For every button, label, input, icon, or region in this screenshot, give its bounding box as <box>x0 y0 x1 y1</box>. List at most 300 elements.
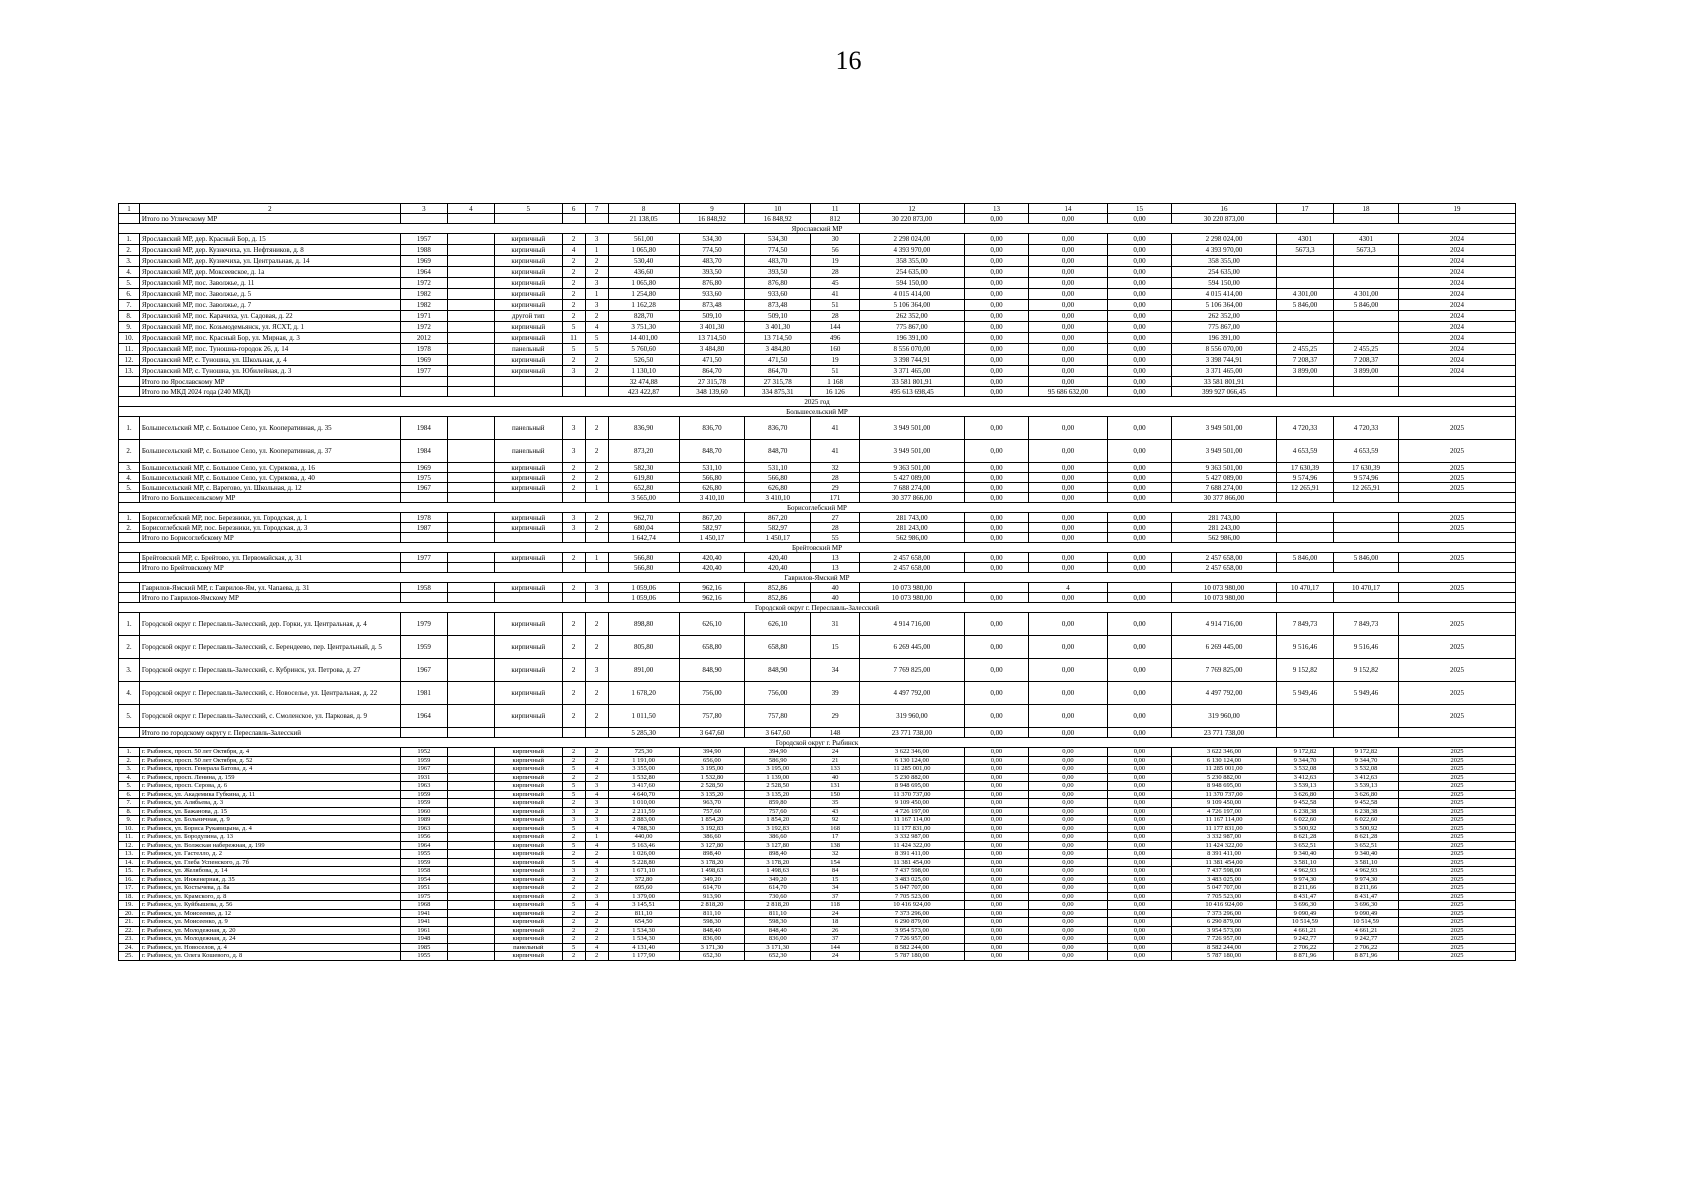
table-cell <box>447 935 494 944</box>
table-cell: 7 688 274,00 <box>1172 483 1276 493</box>
table-cell: кирпичный <box>494 705 562 728</box>
table-cell: 32 474,88 <box>608 377 679 387</box>
table-cell: кирпичный <box>494 824 562 833</box>
table-cell: 8 556 070,00 <box>860 344 964 355</box>
table-cell: 11 381 454,00 <box>1172 858 1276 867</box>
column-number-header: 12 <box>860 204 964 214</box>
address-cell: Ярославский МР, пос. Заволжье, д. 11 <box>139 278 400 289</box>
table-cell: 0,00 <box>964 799 1029 808</box>
table-cell: 386,60 <box>679 833 745 842</box>
table-cell: 5 047 707,00 <box>1172 884 1276 893</box>
table-cell: 756,00 <box>679 682 745 705</box>
table-cell: 0,00 <box>964 728 1029 738</box>
table-row <box>119 267 1516 278</box>
column-number-header: 6 <box>562 204 585 214</box>
table-cell: 2025 <box>1398 952 1515 961</box>
table-cell: 3 412,63 <box>1334 773 1399 782</box>
table-row <box>119 300 1516 311</box>
table-cell: 2. <box>119 245 140 256</box>
table-cell: 420,40 <box>745 553 811 563</box>
table-cell: 582,30 <box>608 463 679 473</box>
table-cell: 2 <box>562 256 585 267</box>
address-cell: г. Рыбинск, ул. Академика Губкина, д. 11 <box>139 790 400 799</box>
table-cell <box>400 728 447 738</box>
table-cell: 4 <box>585 901 608 910</box>
table-cell: 281 743,00 <box>860 513 964 523</box>
table-cell: 0,00 <box>1107 300 1172 311</box>
table-cell: 2025 <box>1398 765 1515 774</box>
table-cell <box>400 387 447 397</box>
table-cell <box>447 952 494 961</box>
column-number-header: 18 <box>1334 204 1399 214</box>
table-cell: 2 706,22 <box>1334 943 1399 952</box>
table-cell: кирпичный <box>494 355 562 366</box>
table-cell: 1972 <box>400 322 447 333</box>
table-cell: 2024 <box>1398 289 1515 300</box>
table-cell <box>447 234 494 245</box>
table-cell: 23. <box>119 935 140 944</box>
table-cell: 2024 <box>1398 256 1515 267</box>
table-cell: 0,00 <box>1107 636 1172 659</box>
table-cell: 319 960,00 <box>1172 705 1276 728</box>
total-row <box>119 563 1516 573</box>
table-cell <box>119 387 140 397</box>
table-cell: 2 <box>562 583 585 593</box>
table-cell: 1941 <box>400 909 447 918</box>
table-row <box>119 344 1516 355</box>
table-cell: 0,00 <box>964 344 1029 355</box>
table-cell <box>494 563 562 573</box>
table-cell: 0,00 <box>964 440 1029 463</box>
table-cell <box>447 782 494 791</box>
table-cell <box>447 533 494 543</box>
table-cell: 358 355,00 <box>860 256 964 267</box>
table-cell: 3 500,92 <box>1276 824 1333 833</box>
table-cell: 812 <box>811 214 860 224</box>
table-cell: 3 410,10 <box>679 493 745 503</box>
table-cell <box>447 748 494 757</box>
table-cell <box>119 377 140 387</box>
table-cell: 21. <box>119 918 140 927</box>
address-cell: Ярославский МР, пос. Красный Бор, ул. Мирная, д. 3 <box>139 333 400 344</box>
table-cell: 8. <box>119 311 140 322</box>
table-cell: 4301 <box>1334 234 1399 245</box>
table-cell: 2025 <box>1398 824 1515 833</box>
table-cell: 867,20 <box>745 513 811 523</box>
table-cell: 836,90 <box>608 417 679 440</box>
table-cell <box>1276 322 1333 333</box>
table-cell: 0,00 <box>964 926 1029 935</box>
table-cell: 0,00 <box>1029 824 1107 833</box>
table-cell: 3 178,20 <box>679 858 745 867</box>
table-cell: 5 <box>562 858 585 867</box>
table-cell: 5 230 882,00 <box>1172 773 1276 782</box>
table-cell: 11 424 322,00 <box>860 841 964 850</box>
table-cell: 9 974,30 <box>1276 875 1333 884</box>
section-heading-row <box>119 503 1516 513</box>
table-cell: 7 769 825,00 <box>860 659 964 682</box>
table-cell <box>447 377 494 387</box>
table-cell: 7 705 523,00 <box>860 892 964 901</box>
table-cell: 2 457 658,00 <box>860 563 964 573</box>
table-cell: 0,00 <box>1029 636 1107 659</box>
table-cell: 1 450,17 <box>745 533 811 543</box>
table-cell: 2 <box>562 705 585 728</box>
address-cell: г. Рыбинск, просп. 50 лет Октября, д. 4 <box>139 748 400 757</box>
table-cell: 1979 <box>400 613 447 636</box>
table-cell <box>1334 593 1399 603</box>
table-cell <box>400 214 447 224</box>
table-cell: 37 <box>811 935 860 944</box>
table-cell: 1957 <box>400 234 447 245</box>
table-cell: 2025 <box>1398 705 1515 728</box>
table-cell: 29 <box>811 705 860 728</box>
table-cell <box>1334 533 1399 543</box>
table-cell <box>447 300 494 311</box>
table-cell: 0,00 <box>1107 858 1172 867</box>
section-heading-row <box>119 543 1516 553</box>
table-cell <box>447 553 494 563</box>
table-cell: кирпичный <box>494 659 562 682</box>
table-cell: 836,70 <box>745 417 811 440</box>
table-cell <box>447 267 494 278</box>
table-cell: 95 686 632,00 <box>1029 387 1107 397</box>
table-cell <box>119 533 140 543</box>
table-cell: 680,04 <box>608 523 679 533</box>
table-cell: 4 393 970,00 <box>860 245 964 256</box>
table-cell: 2 <box>585 267 608 278</box>
table-cell: 0,00 <box>1107 682 1172 705</box>
table-cell: 5 427 089,00 <box>1172 473 1276 483</box>
column-number-header: 19 <box>1398 204 1515 214</box>
table-cell: 2025 <box>1398 773 1515 782</box>
table-cell: 3 371 465,00 <box>860 366 964 377</box>
table-cell: 3 127,80 <box>745 841 811 850</box>
table-cell: 0,00 <box>1029 858 1107 867</box>
address-cell: Большесельский МР, с. Большое Село, ул. Кооперативная, д. 35 <box>139 417 400 440</box>
table-cell: 2025 <box>1398 463 1515 473</box>
table-cell: 9 363 501,00 <box>860 463 964 473</box>
table-cell: 399 927 066,45 <box>1172 387 1276 397</box>
table-cell <box>400 593 447 603</box>
table-cell: 5 846,00 <box>1334 553 1399 563</box>
table-cell <box>447 214 494 224</box>
table-cell: кирпичный <box>494 799 562 808</box>
address-cell: Городской округ г. Переславль-Залесский, дер. Горки, ул. Центральная, д. 4 <box>139 613 400 636</box>
table-cell: 582,97 <box>679 523 745 533</box>
page-number: 16 <box>835 46 862 75</box>
table-cell: 16 848,92 <box>745 214 811 224</box>
table-cell: 1 854,20 <box>745 816 811 825</box>
table-cell: 3 417,60 <box>608 782 679 791</box>
table-cell: кирпичный <box>494 935 562 944</box>
table-cell: 8 871,96 <box>1334 952 1399 961</box>
table-cell: 12. <box>119 355 140 366</box>
table-cell <box>447 884 494 893</box>
table-cell: 0,00 <box>964 918 1029 927</box>
table-cell: 1954 <box>400 875 447 884</box>
table-row <box>119 322 1516 333</box>
table-cell: 10 514,59 <box>1276 918 1333 927</box>
table-cell: 898,40 <box>679 850 745 859</box>
table-cell: 811,10 <box>745 909 811 918</box>
table-cell: 1987 <box>400 523 447 533</box>
table-cell: 2025 <box>1398 583 1515 593</box>
table-cell: 0,00 <box>1029 943 1107 952</box>
table-cell: 23 771 738,00 <box>860 728 964 738</box>
table-cell: 0,00 <box>964 682 1029 705</box>
table-cell: 0,00 <box>1107 355 1172 366</box>
table-cell: 534,30 <box>679 234 745 245</box>
table-cell: 1959 <box>400 636 447 659</box>
table-cell: 2025 <box>1398 682 1515 705</box>
table-cell: 1 011,50 <box>608 705 679 728</box>
table-cell: 0,00 <box>964 417 1029 440</box>
table-cell: кирпичный <box>494 918 562 927</box>
table-row <box>119 245 1516 256</box>
column-number-header: 2 <box>139 204 400 214</box>
column-number-header: 13 <box>964 204 1029 214</box>
section-heading: Брейтовский МР <box>119 543 1516 553</box>
table-cell: 0,00 <box>1107 833 1172 842</box>
table-cell: 913,90 <box>679 892 745 901</box>
table-cell: 4 <box>585 943 608 952</box>
table-cell: 0,00 <box>1029 728 1107 738</box>
table-cell: 10 073 980,00 <box>1172 593 1276 603</box>
table-cell <box>447 245 494 256</box>
table-cell: 0,00 <box>964 935 1029 944</box>
table-row <box>119 483 1516 493</box>
table-cell: кирпичный <box>494 613 562 636</box>
table-cell <box>1276 493 1333 503</box>
table-cell: 526,50 <box>608 355 679 366</box>
table-cell: 2 <box>562 875 585 884</box>
table-cell: 131 <box>811 782 860 791</box>
table-cell: 2024 <box>1398 245 1515 256</box>
table-cell <box>1334 214 1399 224</box>
table-row <box>119 366 1516 377</box>
address-cell: Ярославский МР, пос. Заволжье, д. 7 <box>139 300 400 311</box>
table-cell <box>1276 333 1333 344</box>
table-cell: 531,10 <box>679 463 745 473</box>
table-cell: 3 539,13 <box>1276 782 1333 791</box>
table-cell: 2 455,25 <box>1276 344 1333 355</box>
table-cell <box>1276 705 1333 728</box>
table-cell <box>447 875 494 884</box>
table-cell <box>1276 311 1333 322</box>
table-cell: кирпичный <box>494 289 562 300</box>
table-cell: 33 581 801,91 <box>860 377 964 387</box>
table-cell <box>585 377 608 387</box>
table-cell: 626,10 <box>745 613 811 636</box>
table-cell: 873,20 <box>608 440 679 463</box>
table-cell: 1969 <box>400 463 447 473</box>
table-cell: 0,00 <box>964 867 1029 876</box>
table-cell: 0,00 <box>964 875 1029 884</box>
table-cell: 55 <box>811 533 860 543</box>
table-cell <box>447 563 494 573</box>
table-cell: 3 565,00 <box>608 493 679 503</box>
table-cell: 3 954 573,00 <box>860 926 964 935</box>
table-cell: 1989 <box>400 816 447 825</box>
table-cell: 0,00 <box>964 493 1029 503</box>
table-cell: 0,00 <box>1107 918 1172 927</box>
table-cell: 873,48 <box>679 300 745 311</box>
table-cell <box>447 918 494 927</box>
column-number-header: 5 <box>494 204 562 214</box>
table-cell: 3 <box>585 583 608 593</box>
table-cell: панельный <box>494 943 562 952</box>
table-cell <box>447 440 494 463</box>
table-cell: 0,00 <box>1029 807 1107 816</box>
address-cell: г. Рыбинск, просп. Ленина, д. 159 <box>139 773 400 782</box>
table-cell: 0,00 <box>1107 850 1172 859</box>
table-row <box>119 636 1516 659</box>
table-cell: 393,50 <box>745 267 811 278</box>
table-cell: 2 <box>562 355 585 366</box>
table-cell: 2 <box>585 935 608 944</box>
table-cell: кирпичный <box>494 867 562 876</box>
table-cell <box>562 377 585 387</box>
table-cell <box>119 593 140 603</box>
table-cell: другой тип <box>494 311 562 322</box>
table-cell: 171 <box>811 493 860 503</box>
table-cell: 0,00 <box>964 943 1029 952</box>
table-cell: 8 582 244,00 <box>860 943 964 952</box>
table-cell: 11 381 454,00 <box>860 858 964 867</box>
table-cell: 0,00 <box>1107 935 1172 944</box>
table-cell: 3 <box>562 513 585 523</box>
table-cell: 1964 <box>400 267 447 278</box>
table-cell: 144 <box>811 943 860 952</box>
table-cell: 0,00 <box>964 765 1029 774</box>
table-cell: 0,00 <box>1107 523 1172 533</box>
table-cell: 658,80 <box>745 636 811 659</box>
table-row <box>119 943 1516 952</box>
table-cell <box>1276 214 1333 224</box>
table-cell: 45 <box>811 278 860 289</box>
table-row <box>119 553 1516 563</box>
table-cell: 41 <box>811 289 860 300</box>
table-cell <box>1334 322 1399 333</box>
table-cell: 0,00 <box>1107 245 1172 256</box>
table-cell: 2 <box>562 756 585 765</box>
table-cell: 0,00 <box>1029 773 1107 782</box>
table-cell: 2 <box>562 463 585 473</box>
table-cell: 9 344,70 <box>1276 756 1333 765</box>
table-cell: 1 065,80 <box>608 278 679 289</box>
table-cell: 0,00 <box>964 256 1029 267</box>
table-cell: 1 854,20 <box>679 816 745 825</box>
address-cell: Итого по Гаврилов-Ямскому МР <box>139 593 400 603</box>
table-cell <box>1276 256 1333 267</box>
table-cell: 3 899,00 <box>1334 366 1399 377</box>
table-cell: 17 630,39 <box>1334 463 1399 473</box>
table-row <box>119 884 1516 893</box>
table-cell: кирпичный <box>494 234 562 245</box>
address-cell: Городской округ г. Переславль-Залесский, с. Берендеево, пер. Центральный, д. 5 <box>139 636 400 659</box>
table-cell: 3 899,00 <box>1276 366 1333 377</box>
table-cell: 0,00 <box>1029 300 1107 311</box>
table-cell: 1984 <box>400 417 447 440</box>
table-cell: 168 <box>811 824 860 833</box>
table-cell: 7 208,37 <box>1334 355 1399 366</box>
table-cell: 1 <box>585 245 608 256</box>
table-cell <box>1398 563 1515 573</box>
address-cell: Итого по Угличскому МР <box>139 214 400 224</box>
table-row <box>119 799 1516 808</box>
housing-repair-table-wrapper <box>118 203 1516 961</box>
section-heading: Большесельский МР <box>119 407 1516 417</box>
table-cell <box>447 523 494 533</box>
table-cell: 562 986,00 <box>860 533 964 543</box>
table-cell: 11 177 831,00 <box>1172 824 1276 833</box>
table-row <box>119 773 1516 782</box>
table-cell: 5 230 882,00 <box>860 773 964 782</box>
table-row <box>119 756 1516 765</box>
table-cell: 5 846,00 <box>1334 300 1399 311</box>
table-row <box>119 782 1516 791</box>
address-cell: Большесельский МР, с. Варегово, ул. Школьная, д. 12 <box>139 483 400 493</box>
column-number-header: 15 <box>1107 204 1172 214</box>
table-cell: 0,00 <box>1107 728 1172 738</box>
table-cell: 2024 <box>1398 234 1515 245</box>
table-cell: 348 139,60 <box>679 387 745 397</box>
table-cell: 2 <box>585 705 608 728</box>
table-cell: 774,50 <box>679 245 745 256</box>
table-cell: 9 974,30 <box>1334 875 1399 884</box>
table-cell: 4 720,33 <box>1334 417 1399 440</box>
table-cell: 3 145,51 <box>608 901 679 910</box>
table-row <box>119 748 1516 757</box>
table-cell: 1959 <box>400 799 447 808</box>
table-cell: 7 437 598,00 <box>860 867 964 876</box>
table-cell: 1 026,00 <box>608 850 679 859</box>
table-cell: 3 398 744,91 <box>860 355 964 366</box>
table-cell: 6 022,60 <box>1334 816 1399 825</box>
table-cell: 534,30 <box>745 234 811 245</box>
table-cell: 5 228,80 <box>608 858 679 867</box>
table-cell: 0,00 <box>964 473 1029 483</box>
table-cell: 20. <box>119 909 140 918</box>
total-row <box>119 214 1516 224</box>
table-cell: панельный <box>494 440 562 463</box>
table-cell: 0,00 <box>1107 756 1172 765</box>
table-cell: 1961 <box>400 926 447 935</box>
table-cell: 43 <box>811 807 860 816</box>
table-cell: 5. <box>119 483 140 493</box>
table-cell: 3 <box>585 799 608 808</box>
table-cell: 2 <box>585 366 608 377</box>
table-cell: 2025 <box>1398 884 1515 893</box>
table-row <box>119 333 1516 344</box>
table-cell: 0,00 <box>1107 322 1172 333</box>
table-cell: 30 <box>811 234 860 245</box>
table-cell: 3 135,20 <box>745 790 811 799</box>
table-cell: 656,00 <box>679 756 745 765</box>
table-cell <box>447 833 494 842</box>
table-cell: 11 285 001,00 <box>1172 765 1276 774</box>
table-cell: 4 <box>585 765 608 774</box>
table-cell <box>447 943 494 952</box>
table-cell: 30 220 873,00 <box>1172 214 1276 224</box>
table-cell: 33 581 801,91 <box>1172 377 1276 387</box>
table-cell: 21 138,05 <box>608 214 679 224</box>
table-cell: 2 <box>585 355 608 366</box>
table-cell: 4 015 414,00 <box>860 289 964 300</box>
table-cell: 0,00 <box>964 884 1029 893</box>
table-cell: кирпичный <box>494 841 562 850</box>
